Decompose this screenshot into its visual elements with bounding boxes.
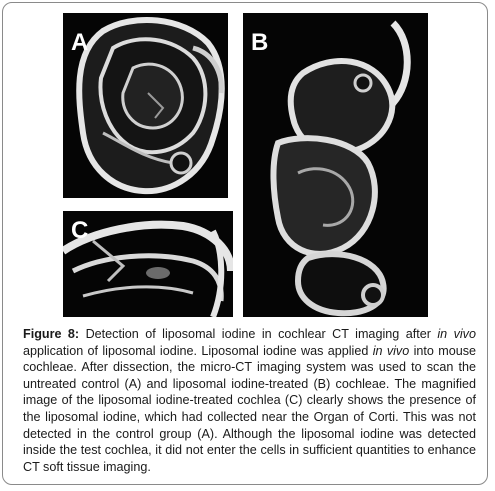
panel-b-label: B xyxy=(251,29,269,56)
panel-divider-vertical xyxy=(234,16,239,316)
panel-a-label: A xyxy=(71,29,89,56)
caption-text-3: into mouse cochleae. After dissection, the micro-CT imaging system was used to scan the untreated control (A) and liposomal iodine-treated (B) cochleae. The magnified image of the liposomal iodine-treated cochlea (C) clearly shows the presence of the liposomal iodine, which had collected near the Organ of Corti. This was not detected in the control group (A). Although the liposomal iodine was detected inside the test cochlea, it did not enter the cells in sufficient quantities to enhance CT soft tissue imaging. xyxy=(23,343,476,474)
panel-c-label: C xyxy=(71,217,89,244)
panel-c-ct-image xyxy=(63,211,233,317)
panel-b-ct-image xyxy=(243,13,428,317)
caption-label: Figure 8: xyxy=(23,327,80,341)
figure-caption xyxy=(23,326,476,475)
caption-italic-2: in vivo xyxy=(372,343,410,358)
panel-c-cochlea-graphic xyxy=(63,211,233,317)
figure-frame xyxy=(2,2,488,485)
caption-italic-1: in vivo xyxy=(437,327,476,341)
caption-text-2: application of liposomal iodine. Liposomal iodine was applied xyxy=(23,343,373,358)
panel-b-cochlea-graphic xyxy=(243,13,428,317)
panel-divider-horizontal xyxy=(65,205,235,211)
panel-a-ct-image xyxy=(63,13,228,198)
caption-text-1: Detection of liposomal iodine in cochlear CT imaging after xyxy=(79,327,438,341)
